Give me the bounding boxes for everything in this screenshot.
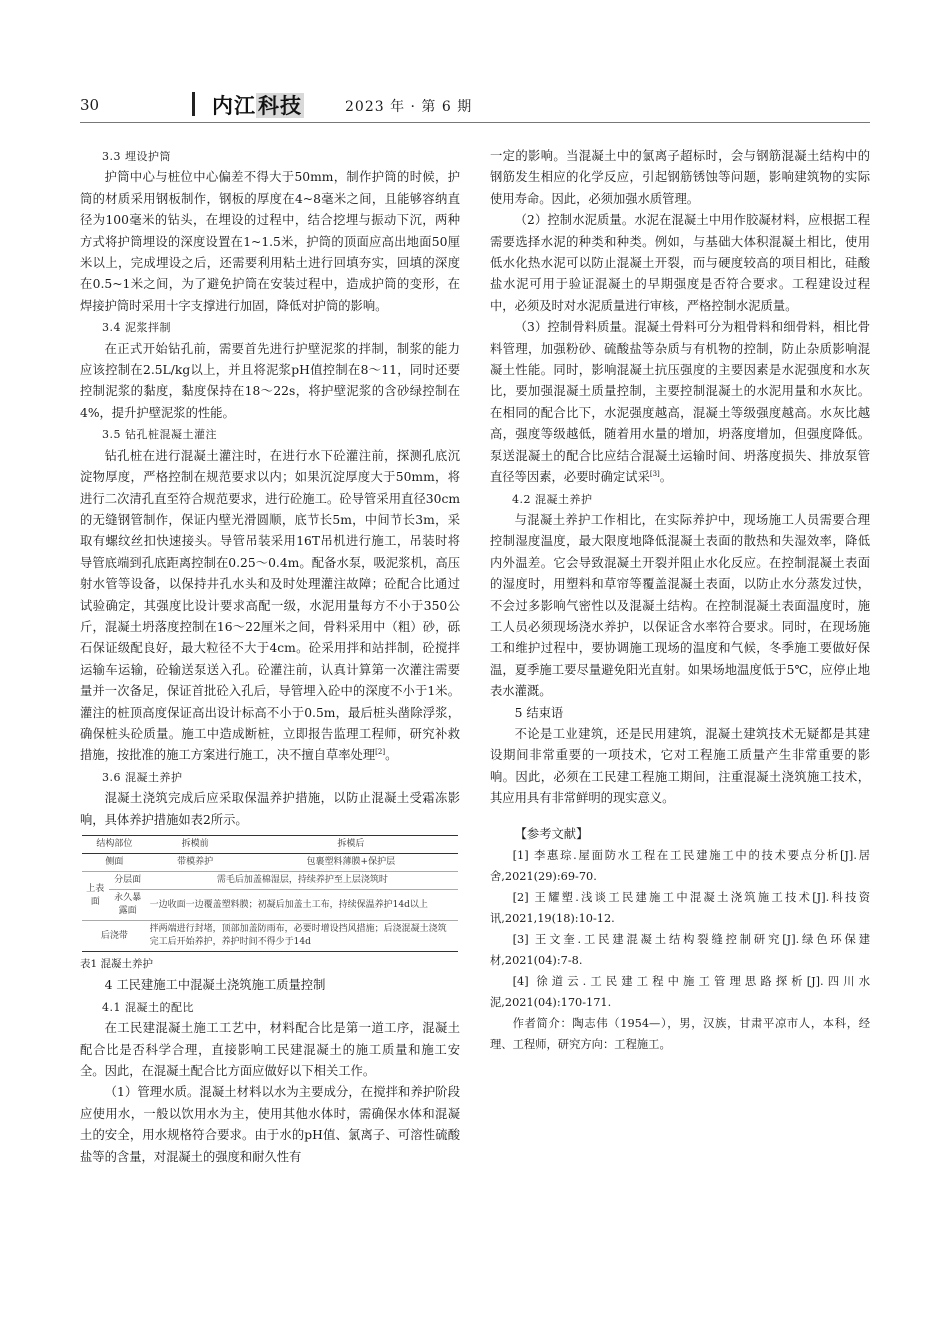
section-3-4-paragraph: 在正式开始钻孔前，需要首先进行护壁泥浆的拌制，制浆的能力应该控制在2.5L/kg以上，并且将泥浆pH值控制在8～11，同时还要控制泥浆的黏度，黏度保持在18～22s，将护壁泥浆的含砂绿控制在4%，提升护壁泥浆的性能。 bbox=[80, 341, 460, 420]
section-3-3-title: 3.3 埋设护筒 bbox=[102, 150, 171, 163]
section-4-1-title: 4.1 混凝土的配比 bbox=[102, 1000, 194, 1014]
section-3-5-title: 3.5 钻孔桩混凝土灌注 bbox=[102, 428, 217, 442]
table-cell: 一边收面一边覆盖塑料膜；初凝后加盖土工布，持续保温养护14d以上 bbox=[147, 890, 458, 921]
page-header bbox=[80, 90, 870, 118]
journal-logo bbox=[212, 90, 304, 120]
section-3-5-end: 。 bbox=[385, 748, 398, 763]
table-cell: 永久暴露面 bbox=[109, 890, 147, 921]
citation: [3] bbox=[649, 470, 660, 478]
table-cell: 包裹塑料薄膜+保护层 bbox=[244, 854, 458, 872]
reference-item: [3] 王文奎.工民建混凝土结构裂缝控制研究[J].绿色环保建材,2021(04):7-8. bbox=[490, 933, 870, 967]
table-cell: 带模养护 bbox=[147, 854, 244, 872]
journal-logo-part1: 内江 bbox=[212, 93, 256, 118]
section-3-6-title: 3.6 混凝土养护 bbox=[102, 770, 183, 784]
journal-logo-part2: 科技 bbox=[258, 93, 302, 118]
citation: [2] bbox=[375, 748, 386, 757]
page-number: 30 bbox=[80, 96, 100, 114]
left-column bbox=[80, 146, 460, 1168]
table-cell: 侧面 bbox=[82, 854, 147, 872]
section-4-2-paragraph: 与混凝土养护工作相比，在实际养护中，现场施工人员需要合理控制湿度温度，最大限度地降低混凝土表面的散热和失湿效率，降低内外温差。它会导致混凝土开裂并阻止水化反应。在控制混凝土表面的湿度时，用塑料和草帘等覆盖混凝土表面，以防止水分蒸发过快，不会过多影响气密性以及混凝土结构。在控制混凝土表面温度时，施工人员必须现场浇水养护，以保证含水率符合要求。同时，在现场施工和维护过程中，要协调施工现场的温度和气候，冬季施工要做好保温，夏季施工要尽量避免阳光直射。如果场地温度低于5℃，应停止地表水灌溉。 bbox=[490, 512, 870, 699]
table-header-row bbox=[82, 836, 458, 854]
reference-item: [2] 王耀塑.浅谈工民建施工中混凝土浇筑施工技术[J].科技资讯,2021,19(18):10-12. bbox=[490, 891, 870, 925]
section-4-1-paragraph-2: （1）管理水质。混凝土材料以水为主要成分，在搅拌和养护阶段应使用水，一般以饮用水为主，使用其他水体时，需确保水体和混凝土的安全，用水规格符合要求。由于水的pH值、氯离子、可溶性硫酸盐等的含量，对混凝土的强度和耐久性有 bbox=[80, 1085, 460, 1164]
reference-item: [4] 徐道云.工民建工程中施工管理思路探析[J].四川水泥,2021(04):170-171. bbox=[490, 975, 870, 1009]
aggregate-text: （3）控制骨料质量。混凝土骨料可分为粗骨料和细骨料，相比骨料管理，加强粉砂、硫酸盐等杂质与有机物的控制，防止杂质影响混凝土性能。同时，影响混凝土抗压强度的主要因素是水泥强度和水灰比，要加强混凝土质量控制，主要控制混凝土的水泥用量和水灰比。在相同的配合比下，水泥强度越高，混凝土等级强度越高。水灰比越高，强度等级越低，随着用水量的增加，坍落度增加，但强度降低。泵送混凝土的配合比应结合混凝土运输时间、坍落度损失、排放泵管直径等因素，必要时确定试采 bbox=[490, 320, 870, 485]
section-3-4-title: 3.4 泥浆拌制 bbox=[102, 321, 171, 335]
header-divider bbox=[192, 92, 195, 116]
curing-table bbox=[82, 835, 458, 952]
table-caption: 表1 混凝土养护 bbox=[80, 958, 154, 970]
table-header-cell: 拆模后 bbox=[244, 836, 458, 854]
section-3-6-paragraph: 混凝土浇筑完成后应采取保温养护措施，以防止混凝土受霜冻影响，具体养护措施如表2所示。 bbox=[80, 791, 460, 827]
table-cell: 后浇带 bbox=[82, 921, 147, 952]
table-row bbox=[82, 890, 458, 921]
table-header-cell: 结构部位 bbox=[82, 836, 147, 854]
reference-item: [1] 李惠琮.屋面防水工程在工民建施工中的技术要点分析[J].居舍,2021(29):69-70. bbox=[490, 849, 870, 883]
right-column bbox=[490, 146, 870, 1055]
table-cell: 需毛后加盖棉湿层，持续养护至上层浇筑时 bbox=[147, 872, 458, 890]
table-cell: 拌两端进行封堵，顶部加盖防雨布，必要时增设挡风措施；后浇混凝土浇筑完工后开始养护，养护时间不得少于14d bbox=[147, 921, 458, 952]
table-cell: 分层面 bbox=[109, 872, 147, 890]
references-title: 【参考文献】 bbox=[514, 826, 589, 841]
table-cell: 上表面 bbox=[82, 872, 109, 921]
aggregate-end: 。 bbox=[659, 470, 673, 485]
aggregate-paragraph bbox=[490, 317, 870, 488]
table-row bbox=[82, 921, 458, 952]
author-bio: 作者简介：陶志伟（1954—），男，汉族，甘肃平凉市人，本科，经理、工程师，研究方向：工程施工。 bbox=[490, 1017, 870, 1051]
section-4-title: 4 工民建施工中混凝土浇筑施工质量控制 bbox=[104, 978, 326, 993]
table-row bbox=[82, 872, 458, 890]
header-rule bbox=[80, 122, 870, 123]
section-3-5-paragraph bbox=[80, 446, 460, 767]
section-4-2-title: 4.2 混凝土养护 bbox=[512, 492, 593, 506]
table-row bbox=[82, 854, 458, 872]
section-3-5-text: 钻孔桩在进行混凝土灌注时，在进行水下砼灌注前，探测孔底沉淀物厚度，严格控制在规范要求以内；如果沉淀厚度大于50mm，将进行二次清孔直至符合规范要求，进行砼施工。砼导管采用直径30cm的无缝钢管制作，保证内壁光滑圆顺，底节长5m，中间节长3m，采取有螺纹丝扣快速接头。导管吊装采用16T吊机进行施工，吊装时将导管底端到孔底距离控制在0.25～0.4m。配备水泵，吸泥浆机，高压射水管等设备，以保持井孔水头和及时处理灌注故障；砼配合比通过试验确定，其强度比设计要求高配一级，水泥用量每方不小于350公斤，混凝土坍落度控制在16～22厘米之间，骨料采用中（粗）砂，砾石保证级配良好，最大粒径不大于4cm。砼采用拌和站拌制，砼搅拌运输车运输，砼输送泵送入孔。砼灌注前，认真计算第一次灌注需要量并一次备足，保证首批砼入孔后，导管埋入砼中的深度不小于1米。灌注的桩顶高度保证高出设计标高不小于0.5m，最后桩头凿除浮浆，确保桩头砼质量。施工中造成断桩，立即报告监理工程师，研究补救措施，按批准的施工方案进行施工，决不擅自草率处理 bbox=[80, 448, 460, 763]
cement-paragraph: （2）控制水泥质量。水泥在混凝土中用作胶凝材料，应根据工程需要选择水泥的种类和种类。例如，与基础大体积混凝土相比，使用低水化热水泥可以防止混凝土开裂，而与硬度较高的项目相比，硅酸盐水泥可用于验证混凝土的早期强度是否符合要求。工程建设过程中，必须及时对水泥质量进行审核，严格控制水泥质量。 bbox=[490, 213, 870, 313]
table-header-cell: 拆模前 bbox=[147, 836, 244, 854]
section-4-1-paragraph-1: 在工民建混凝土施工工艺中，材料配合比是第一道工序，混凝土配合比是否科学合理，直接影响工民建混凝土的施工质量和施工安全。因此，在混凝土配合比方面应做好以下相关工作。 bbox=[80, 1021, 460, 1079]
issue-label: 2023 年 · 第 6 期 bbox=[345, 99, 473, 115]
section-3-3-paragraph: 护筒中心与桩位中心偏差不得大于50mm，制作护筒的时候，护筒的材质采用钢板制作，钢板的厚度在4~8毫米之间，且能够容纳直径为100毫米的钻头，在埋设的过程中，结合挖埋与振动下沉，两种方式将护筒埋设的深度设置在1~1.5米，护筒的顶面应高出地面50厘米以上，完成埋设之后，还需要利用粘土进行回填夯实，回填的深度在0.5~1米之间，为了避免护筒在安装过程中，造成护筒的变形，在焊接护筒时采用十字支撑进行加固，降低对护筒的影响。 bbox=[80, 170, 460, 313]
section-5-paragraph: 不论是工业建筑，还是民用建筑，混凝土建筑技术无疑都是其建设期间非常重要的一项技术，它对工程施工质量产生非常重要的影响。因此，必须在工民建工程施工期间，注重混凝土浇筑施工技术，其应用具有非常鲜明的现实意义。 bbox=[490, 726, 870, 806]
continued-paragraph: 一定的影响。当混凝土中的氯离子超标时，会与钢筋混凝土结构中的钢筋发生相应的化学反应，引起钢筋锈蚀等问题，影响建筑物的实际使用寿命。因此，必须加强水质管理。 bbox=[490, 149, 870, 206]
section-5-title: 5 结束语 bbox=[514, 705, 564, 720]
